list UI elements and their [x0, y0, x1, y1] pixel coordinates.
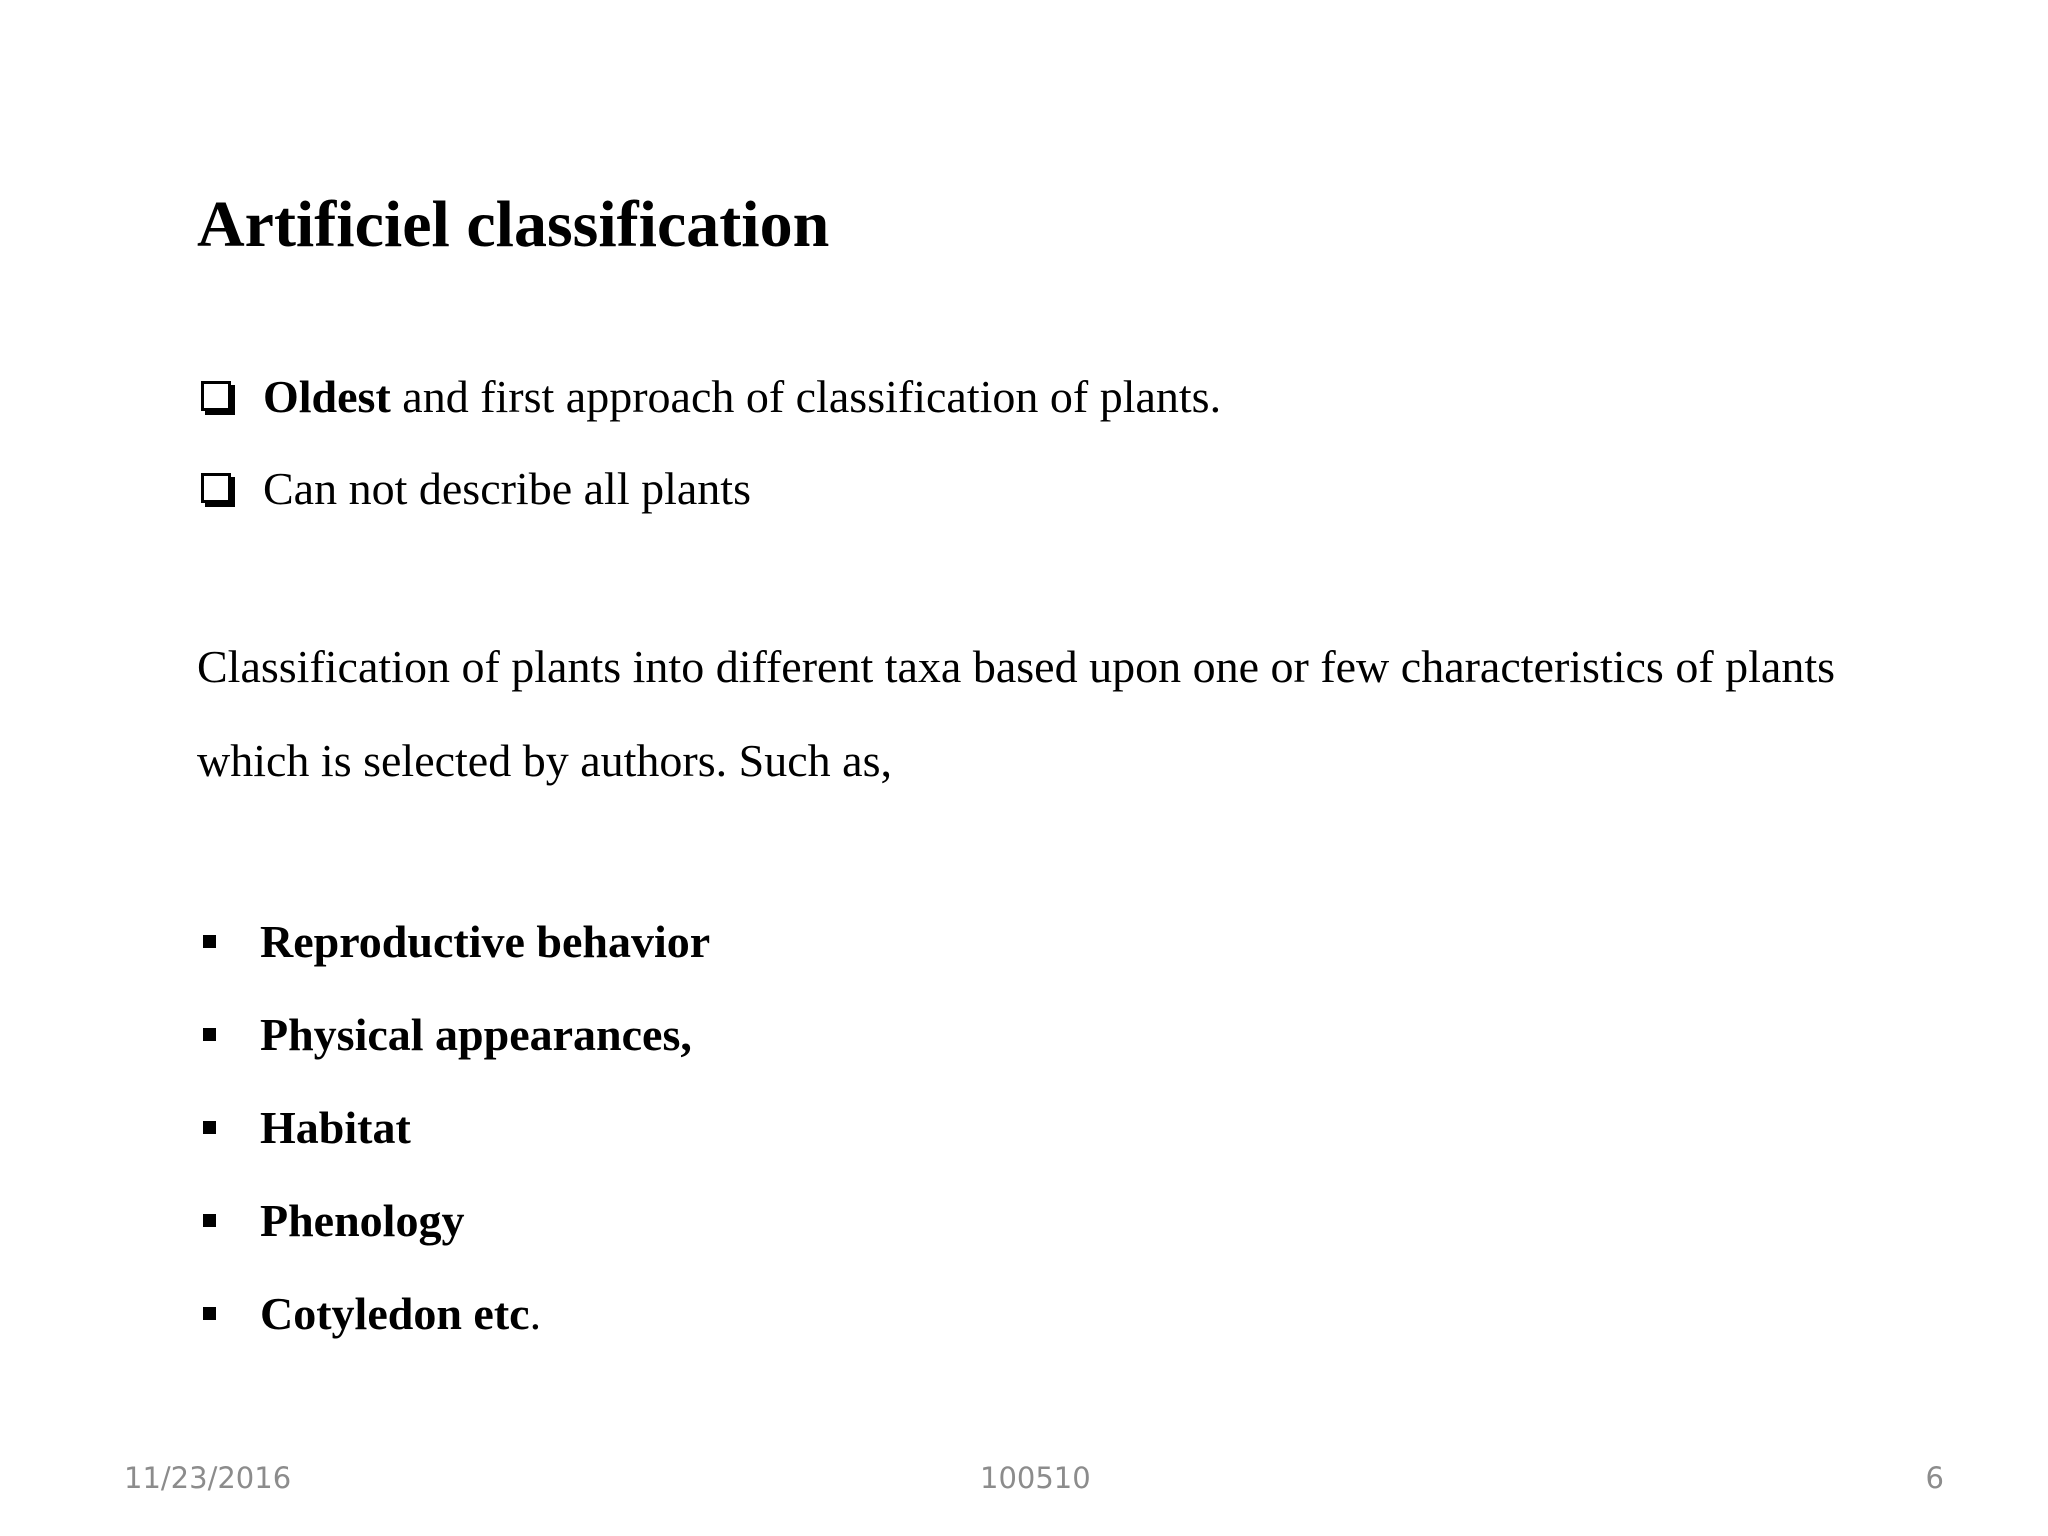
checklist-item: [197, 442, 1221, 534]
description-paragraph: Classification of plants into different taxa based upon one or few characteristics of plants which is selected by authors. Such as,: [197, 641, 1836, 786]
checklist-item: [197, 350, 1221, 442]
checklist-item-rest: and first approach of classification of plants.: [390, 370, 1222, 422]
square-bullet-icon: [203, 1307, 216, 1320]
checklist: [197, 350, 1221, 534]
footer-center-text: 100510: [980, 1461, 1091, 1495]
square-bullet-icon: [203, 1121, 216, 1134]
list-item-suffix: .: [529, 1288, 542, 1339]
list-item-label: Cotyledon etc: [260, 1288, 530, 1339]
list-item: [197, 1267, 710, 1360]
slide-number: 6: [1925, 1461, 1944, 1495]
list-item: [197, 988, 710, 1081]
characteristics-list: [197, 895, 710, 1360]
list-item-label: Reproductive behavior: [260, 916, 711, 967]
checklist-item-text: [263, 462, 751, 515]
list-item: [197, 895, 710, 988]
list-item: [197, 1081, 710, 1174]
square-bullet-icon: [203, 1028, 216, 1041]
square-bullet-icon: [203, 1214, 216, 1227]
list-item-label: Habitat: [260, 1102, 411, 1153]
checklist-item-bold: Oldest: [263, 370, 391, 422]
list-item-label: Phenology: [260, 1195, 465, 1246]
list-item: [197, 1174, 710, 1267]
slide-title: Artificiel classification: [197, 188, 830, 261]
square-bullet-icon: [203, 935, 216, 948]
checklist-item-rest: Can not describe all plants: [263, 462, 751, 514]
list-item-label: Physical appearances,: [260, 1009, 692, 1060]
footer-date: 11/23/2016: [124, 1461, 292, 1495]
checklist-item-text: [263, 370, 1221, 423]
checkbox-icon: [201, 473, 231, 503]
checkbox-icon: [201, 381, 231, 411]
